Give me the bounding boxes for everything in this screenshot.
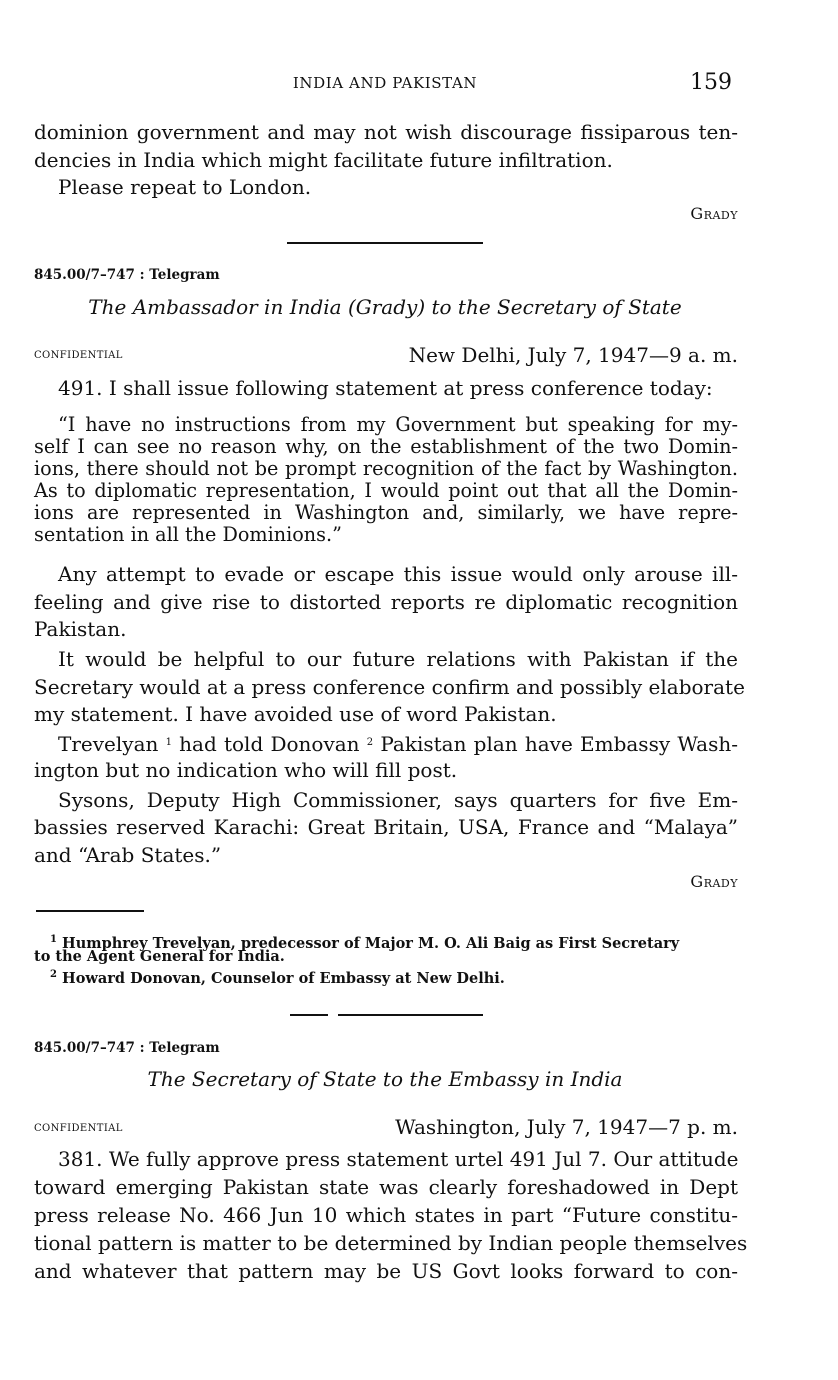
body-line: dencies in India which might facilitate future infiltration. bbox=[34, 148, 613, 172]
footnote-1-cont: to the Agent General for India. bbox=[34, 948, 285, 965]
body-line: feeling and give rise to distorted reports re diplomatic recognition bbox=[34, 590, 738, 614]
body-line bbox=[58, 729, 738, 758]
footnote-2 bbox=[50, 966, 754, 987]
text-run: Trevelyan bbox=[58, 732, 166, 756]
classification-label: confidential bbox=[34, 1119, 123, 1135]
body-line: my statement. I have avoided use of word Pakistan. bbox=[34, 702, 557, 726]
body-line: dominion government and may not wish discourage fissiparous ten- bbox=[34, 120, 738, 144]
quote-line: self I can see no reason why, on the establishment of the two Domin- bbox=[34, 435, 738, 458]
section-divider bbox=[290, 1014, 328, 1016]
page-number: 159 bbox=[690, 70, 732, 95]
body-line: press release No. 466 Jun 10 which states in part “Future constitu- bbox=[34, 1203, 738, 1227]
footnote-text: Humphrey Trevelyan, predecessor of Major M. O. Ali Baig as First Secretary bbox=[62, 935, 680, 952]
body-line: and whatever that pattern may be US Govt looks forward to con- bbox=[34, 1259, 738, 1283]
footnote-divider bbox=[36, 910, 144, 912]
document-title: The Secretary of State to the Embassy in India bbox=[147, 1067, 623, 1091]
body-line: It would be helpful to our future relations with Pakistan if the bbox=[58, 647, 738, 671]
body-line: Please repeat to London. bbox=[58, 175, 312, 199]
footnote-mark: 2 bbox=[50, 969, 57, 980]
quote-line: sentation in all the Dominions.” bbox=[34, 523, 342, 546]
body-line: 381. We fully approve press statement urtel 491 Jul 7. Our attitude bbox=[58, 1147, 739, 1171]
body-line: Secretary would at a press conference confirm and possibly elaborate bbox=[34, 675, 745, 699]
running-header-title: INDIA AND PAKISTAN bbox=[292, 74, 478, 92]
dateline: Washington, July 7, 1947—7 p. m. bbox=[395, 1115, 738, 1139]
quote-line: ions are represented in Washington and, similarly, we have repre- bbox=[34, 501, 738, 524]
file-reference: 845.00/7–747 : Telegram bbox=[34, 1040, 220, 1056]
body-line: toward emerging Pakistan state was clearly foreshadowed in Dept bbox=[34, 1175, 738, 1199]
text-run: had told Donovan bbox=[171, 732, 367, 756]
document-title: The Ambassador in India (Grady) to the Secretary of State bbox=[88, 295, 682, 319]
quote-line: As to diplomatic representation, I would point out that all the Domin- bbox=[34, 479, 738, 502]
section-divider bbox=[338, 1014, 483, 1016]
section-divider bbox=[287, 242, 483, 244]
body-line: bassies reserved Karachi: Great Britain, USA, France and “Malaya” bbox=[34, 815, 738, 839]
body-line: and “Arab States.” bbox=[34, 843, 222, 867]
body-line: 491. I shall issue following statement at press conference today: bbox=[58, 376, 713, 400]
footnote-mark: 1 bbox=[50, 934, 57, 945]
file-reference: 845.00/7–747 : Telegram bbox=[34, 267, 220, 283]
footnote-ref-1: 1 bbox=[165, 737, 172, 748]
body-line: Any attempt to evade or escape this issue would only arouse ill- bbox=[58, 562, 738, 586]
text-run: Pakistan plan have Embassy Wash- bbox=[373, 732, 738, 756]
footnote-text: Howard Donovan, Counselor of Embassy at New Delhi. bbox=[62, 970, 505, 987]
dateline: New Delhi, July 7, 1947—9 a. m. bbox=[408, 343, 738, 367]
body-line: Pakistan. bbox=[34, 617, 127, 641]
signature-grady: Grady bbox=[690, 204, 738, 223]
quote-line: ions, there should not be prompt recognition of the fact by Washington. bbox=[34, 457, 738, 480]
classification-label: confidential bbox=[34, 346, 123, 362]
body-line: tional pattern is matter to be determined by Indian people themselves bbox=[34, 1231, 748, 1255]
body-line: ington but no indication who will fill post. bbox=[34, 758, 458, 782]
footnote-ref-2: 2 bbox=[366, 737, 374, 748]
body-line: Sysons, Deputy High Commissioner, says quarters for five Em- bbox=[58, 788, 738, 812]
quote-line: “I have no instructions from my Government but speaking for my- bbox=[58, 413, 738, 436]
signature-grady: Grady bbox=[690, 872, 738, 891]
